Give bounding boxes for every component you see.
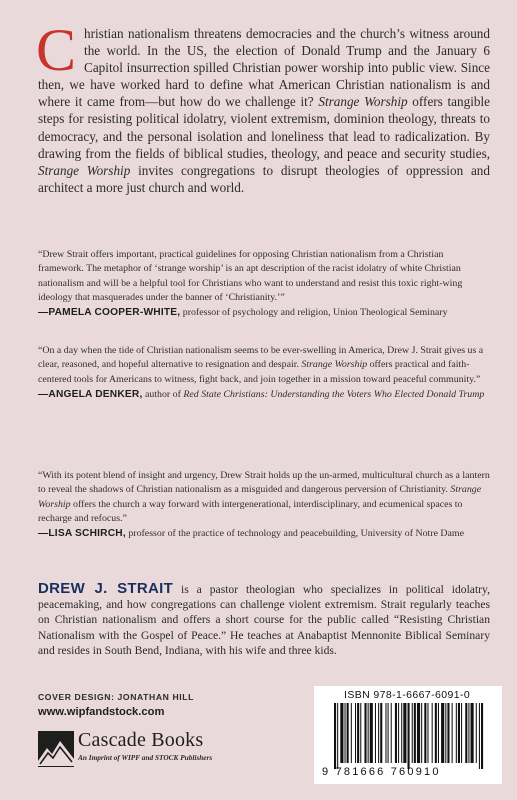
barcode-bar	[471, 703, 474, 763]
barcode-bar	[417, 703, 420, 763]
barcode-bar	[355, 703, 356, 763]
author-name: DREW J. STRAIT	[38, 580, 174, 597]
barcode-bar	[395, 703, 397, 763]
barcode-bar	[401, 703, 402, 763]
barcode-bar	[398, 703, 399, 763]
endorser-title: professor of psychology and religion, Union Theological Seminary	[180, 307, 448, 319]
endorsement-text	[38, 344, 490, 387]
barcode-bar	[427, 703, 428, 763]
barcode-bar	[479, 703, 480, 769]
endorsement-1	[38, 248, 490, 320]
barcode-bar	[364, 703, 366, 763]
barcode-bar	[368, 703, 369, 763]
barcode-bar	[452, 703, 453, 763]
isbn-number: ISBN 978-1-6667-6091-0	[344, 689, 471, 701]
publisher-website: www.wipfandstock.com	[38, 706, 165, 718]
endorsement-attribution	[38, 527, 490, 541]
endorsement-text: “Drew Strait offers important, practical guidelines for opposing Christian nationalism from a Christian framework. The metaphor of ‘strange worship’ is an apt description of the racist idolatry of white Christian nationalism and will be a helpful tool for Christians who want to understand and resist this toxic right-wing ideology that masquerades under the banner of ‘Christianity.’”	[38, 249, 463, 303]
barcode-bar	[424, 703, 426, 763]
barcode-bar	[345, 703, 346, 763]
blurb-text-1: hristian nationalism threatens democracies and the church’s witness around the world. In the US, the election of Donald Trump and the January 6 Capitol insurrection spilled Christian power worship into public view. Since then, we have worked hard to define what American Christian nationalism is and where it came from—but how do we challenge it?	[38, 26, 490, 110]
endorser-name: —PAMELA COOPER-WHITE,	[38, 307, 181, 319]
publisher-name: Cascade Books	[78, 729, 204, 751]
barcode-bar	[458, 703, 460, 763]
barcode-bars	[334, 703, 484, 769]
author-bio-text: is a pastor theologian who specializes in political idolatry, peacemaking, and how congregations can challenge violent extremism. Strait regularly teaches on Christian nationalism and offers a short course for the public called “Resisting Christian Nationalism with the Gospel of Peace.” He teaches at Anabaptist Mennonite Biblical Seminary and resides in South Bend, Indiana, with his wife and three kids.	[38, 583, 490, 657]
blurb-text-2: offers tangible steps for resisting political idolatry, violent extremism, dominion theology, threats to democracy, and the personal isolation and loneliness that lead to radicalization. By drawing from the fields of biblical studies, theology, and peace and security studies,	[38, 94, 490, 161]
barcode-bar	[447, 703, 449, 763]
barcode-bar	[468, 703, 469, 763]
barcode-bar	[388, 703, 389, 763]
book-title-1: Strange Worship	[318, 94, 408, 110]
endorsement-attribution	[38, 306, 490, 320]
barcode-bar	[412, 703, 413, 763]
barcode-bar	[441, 703, 444, 763]
barcode-digits: 9 781666 760910	[322, 766, 441, 778]
endorser-title: professor of the practice of technology and peacebuilding, University of Notre Dame	[125, 528, 464, 540]
barcode-bar	[481, 703, 483, 769]
endorser-name: —LISA SCHIRCH,	[38, 528, 126, 540]
barcode-bar	[456, 703, 457, 763]
barcode-bar	[360, 703, 361, 763]
cover-design-credit: COVER DESIGN: JONATHAN HILL	[38, 692, 194, 702]
barcode-bar	[421, 703, 422, 763]
endorsement-attribution	[38, 388, 490, 402]
barcode-bar	[408, 703, 410, 769]
publisher-logo-block	[38, 729, 248, 773]
endorsement-book-title: Strange Worship	[301, 359, 368, 371]
barcode-bar	[391, 703, 392, 763]
barcode-bar	[476, 703, 477, 763]
barcode-bar	[438, 703, 439, 763]
barcode-bar	[385, 703, 386, 763]
mountain-logo-icon	[38, 731, 74, 767]
barcode-bar	[435, 703, 437, 763]
barcode-bar	[375, 703, 376, 763]
book-title-2: Strange Worship	[38, 162, 131, 178]
barcode-bar	[347, 703, 349, 763]
blurb-text-3: invites congregations to disrupt theologies of oppression and architect a more just church and world.	[38, 162, 490, 195]
endorsement-text-a: “On a day when the tide of Christian nationalism seems to be ever-swelling in America, Drew J. Strait gives us a clear, reasoned, and hopeful alternative to resignation and despair.	[38, 345, 484, 371]
endorser-book-title: Red State Christians: Understanding the Voters Who Elected Donald Trump	[183, 388, 485, 400]
barcode-bar	[465, 703, 467, 763]
endorser-title-a: author of	[142, 388, 184, 400]
endorsement-book-title: Strange Worship	[38, 484, 482, 510]
endorser-name: —ANGELA DENKER,	[38, 388, 143, 400]
barcode-bar	[334, 703, 336, 769]
barcode-bar	[357, 703, 359, 763]
endorsement-text-b: offers the church a way forward with intergenerational, interdisciplinary, and ecumenical spaces to recharge and refocus.”	[38, 498, 463, 524]
barcode-bar	[414, 703, 416, 763]
barcode-bar	[380, 703, 382, 763]
blurb	[36, 17, 490, 196]
publisher-subtitle: An Imprint of WIPF and STOCK Publishers	[78, 753, 213, 762]
barcode-bar	[370, 703, 373, 763]
endorsement-text	[38, 469, 490, 526]
endorsement-2	[38, 344, 490, 402]
barcode-bar	[445, 703, 446, 763]
drop-cap: C	[36, 17, 77, 83]
endorsement-text-a: “With its potent blend of insight and urgency, Drew Strait holds up the un-armed, multicultural church as a lantern to reveal the shadows of Christian nationalism as a misguided and dangerous perversion of Christianity.	[38, 470, 490, 496]
isbn-barcode	[314, 686, 502, 784]
barcode-bar	[461, 703, 462, 763]
barcode-bar	[403, 703, 406, 763]
barcode-bar	[340, 703, 343, 763]
endorser-title	[143, 389, 485, 400]
barcode-bar	[351, 703, 352, 763]
barcode-bar	[378, 703, 379, 763]
author-bio	[38, 581, 490, 658]
barcode-bar	[337, 703, 338, 769]
endorsement-3	[38, 469, 490, 541]
endorsement-text-b: offers practical and faith-centered tools for Americans to witness, fight back, and join together in a mission toward peaceful community.”	[38, 359, 481, 385]
barcode-bar	[432, 703, 433, 763]
